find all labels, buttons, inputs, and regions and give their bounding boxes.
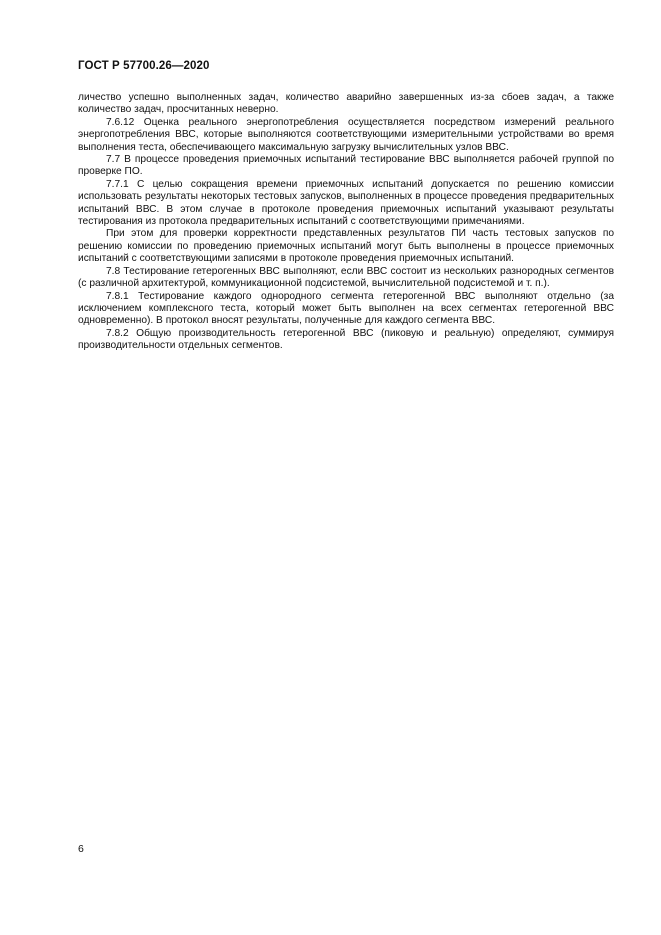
- paragraph-7-7-1-note: При этом для проверки корректности представленных результатов ПИ часть тестовых запусков по решению комиссии по проведению приемочных испытаний могут быть выполнены в процессе приемочных испытаний с соответствующими записями в протоколе проведения приемочных испытаний.: [78, 228, 614, 265]
- paragraph-7-8-2: 7.8.2 Общую производительность гетерогенной ВВС (пиковую и реальную) определяют, суммируя производительности отдельных сегментов.: [78, 327, 614, 352]
- page-number: 6: [78, 843, 84, 855]
- document-body: [78, 92, 614, 353]
- document-header: ГОСТ Р 57700.26—2020: [78, 60, 210, 72]
- paragraph-7-7-1: 7.7.1 С целью сокращения времени приемочных испытаний допускается по решению комиссии использовать результаты некоторых тестовых запусков, выполненных в процессе проведения предварительных испытаний ВВС. В этом случае в протоколе проведения приемочных испытаний указывают результаты тестирования из протокола предварительных испытаний с соответствующими примечаниями.: [78, 178, 614, 228]
- paragraph-7-6-12: 7.6.12 Оценка реального энергопотребления осуществляется посредством измерений реального энергопотребления ВВС, которые выполняются соответствующими измерительными устройствами во время выполнения теста, обеспечивающего максимальную загрузку вычислительных узлов ВВС.: [78, 116, 614, 153]
- paragraph-continuation: личество успешно выполненных задач, количество аварийно завершенных из-за сбоев задач, а также количество задач, просчитанных неверно.: [78, 92, 614, 116]
- paragraph-7-8: 7.8 Тестирование гетерогенных ВВС выполняют, если ВВС состоит из нескольких разнородных сегментов (с различной архитектурой, коммуникационной подсистемой, вычислительной подсистемой и т. п.).: [78, 265, 614, 290]
- paragraph-7-8-1: 7.8.1 Тестирование каждого однородного сегмента гетерогенной ВВС выполняют отдельно (за исключением комплексного теста, который может быть выполнен на всех сегментах гетерогенной ВВС одновременно). В протокол вносят результаты, полученные для каждого сегмента ВВС.: [78, 290, 614, 327]
- paragraph-7-7: 7.7 В процессе проведения приемочных испытаний тестирование ВВС выполняется рабочей группой по проверке ПО.: [78, 154, 614, 178]
